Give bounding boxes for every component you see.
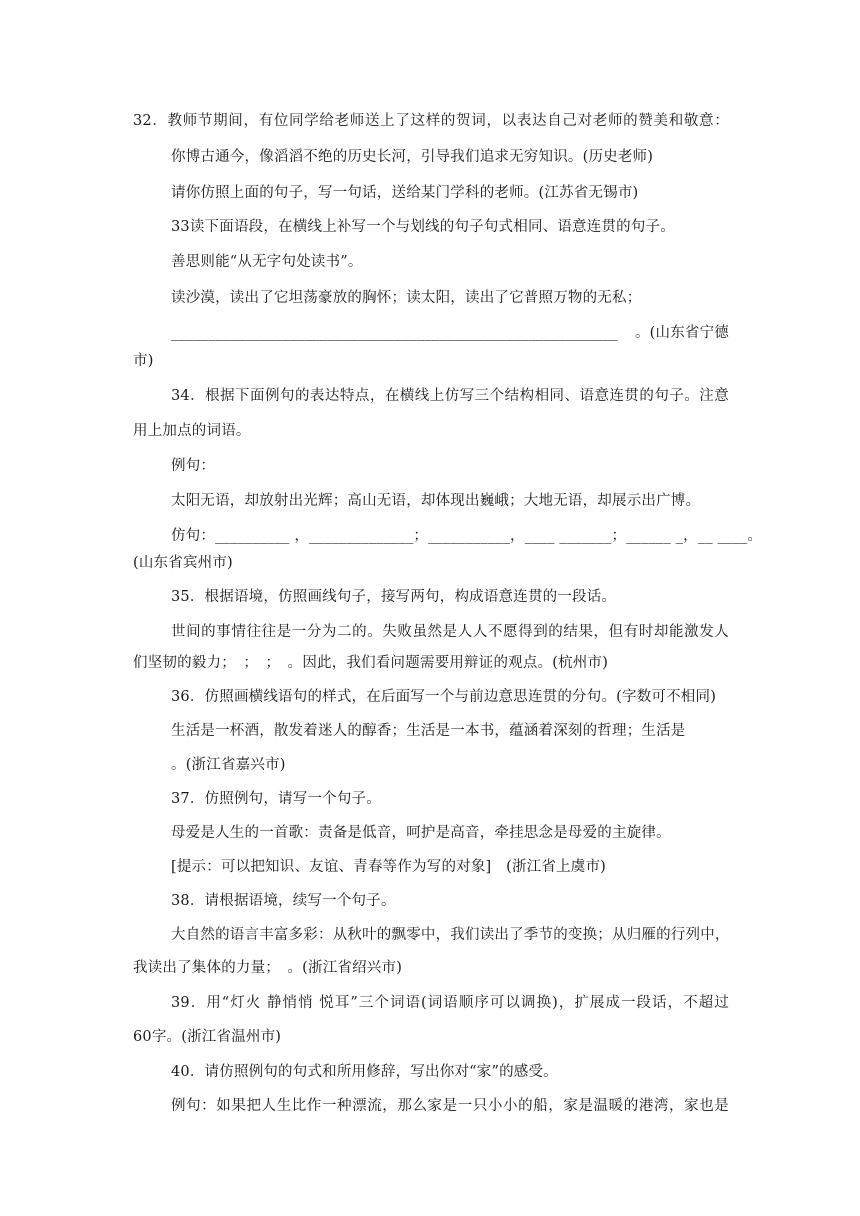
q35-line-1	[0, 582, 860, 612]
text-line: 34．根据下面例句的表达特点，在横线上仿写三个结构相同、语意连贯的句子。注意	[171, 388, 729, 404]
text-line: 40．请仿照例句的句式和所用修辞，写出你对“家”的感受。	[171, 1064, 558, 1080]
q40-line-1	[0, 1057, 860, 1087]
q38-passage-2	[0, 953, 860, 983]
source-note: 。(山东省宁德	[634, 325, 729, 341]
text-line: 市)	[133, 353, 154, 369]
text-line: 世间的事情往往是一分为二的。失败虽然是人人不愿得到的结果，但有时却能激发人	[171, 624, 729, 640]
text-line: 38．请根据语境，续写一个句子。	[171, 893, 396, 909]
q35-passage-2	[0, 648, 860, 678]
text-line: 36．仿照画横线语句的样式，在后面写一个与前边意思连贯的分句。(字数可不相同)	[171, 689, 717, 705]
q38-line-1	[0, 886, 860, 916]
text-line: 们坚韧的毅力； ； ； 。因此，我们看问题需要用辩证的观点。(杭州市)	[133, 655, 609, 671]
text-line: 我读出了集体的力量； 。(浙江省绍兴市)	[133, 960, 403, 976]
q32-instruction	[0, 178, 860, 208]
text-line: 。(浙江省嘉兴市)	[171, 757, 286, 773]
text-line: (山东省宾州市)	[133, 555, 233, 571]
text-line: 例句：如果把人生比作一种漂流，那么家是一只小小的船，家是温暖的港湾，家也是	[171, 1098, 729, 1114]
q32-example	[0, 142, 860, 172]
text-line: 生活是一杯酒，散发着迷人的醇香；生活是一本书，蕴涵着深刻的哲理；生活是	[171, 723, 686, 739]
text-line: 仿句：__________ ，______________；___________，____ _______；______ _，__ ____。	[171, 528, 763, 544]
q34-example-label	[0, 451, 860, 481]
q33-quote	[0, 247, 860, 277]
q37-line-1	[0, 784, 860, 814]
text-line: 用上加点的词语。	[133, 423, 251, 439]
q36-line-1	[0, 682, 860, 712]
text-line: 37．仿照例句，请写一个句子。	[171, 791, 381, 807]
text-line: 太阳无语，却放射出光辉；高山无语，却体现出巍峨；大地无语，却展示出广博。	[171, 493, 701, 509]
q36-source	[0, 750, 860, 780]
q33-answer-line	[0, 318, 860, 348]
text-line: 39．用“灯火 静悄悄 悦耳”三个词语(词语顺序可以调换)，扩展成一段话，不超过	[171, 995, 729, 1011]
q32-line-1	[0, 106, 860, 136]
text-line: 母爱是人生的一首歌：责备是低音，呵护是高音，牵挂思念是母爱的主旋律。	[171, 825, 671, 841]
q34-example	[0, 486, 860, 516]
text-line: 读沙漠，读出了它坦荡豪放的胸怀；读太阳，读出了它普照万物的无私；	[171, 290, 642, 306]
text-line: 请你仿照上面的句子，写一句话，送给某门学科的老师。(江苏省无锡市)	[171, 185, 639, 201]
text-line: 大自然的语言丰富多彩：从秋叶的飘零中，我们读出了季节的变换；从归雁的行列中，	[171, 927, 730, 943]
q38-passage-1	[0, 920, 860, 950]
q33-passage	[0, 283, 860, 313]
text-line: 35．根据语境，仿照画线句子，接写两句，构成语意连贯的一段话。	[171, 589, 617, 605]
q39-line-1	[0, 988, 860, 1018]
text-line: [提示：可以把知识、友谊、青春等作为写的对象] (浙江省上虞市)	[171, 859, 607, 875]
q36-passage	[0, 716, 860, 746]
answer-blank: ____________________________________________________________	[171, 325, 618, 341]
q37-hint	[0, 852, 860, 882]
q33-source-cont	[0, 346, 860, 376]
q35-passage-1	[0, 617, 860, 647]
text-line: 32．教师节期间，有位同学给老师送上了这样的贺词，以表达自己对老师的赞美和敬意：	[133, 113, 729, 129]
text-line: 善思则能“从无字句处读书”。	[171, 254, 363, 270]
text-line: 33读下面语段，在横线上补写一个与划线的句子句式相同、语意连贯的句子。	[171, 219, 675, 235]
q34-line-1	[0, 381, 860, 411]
text-line: 你博古通今，像滔滔不绝的历史长河，引导我们追求无穷知识。(历史老师)	[171, 149, 654, 165]
text-line: 60字。(浙江省温州市)	[133, 1029, 282, 1045]
q33-line-1	[0, 212, 860, 242]
text-line: 例句：	[171, 458, 216, 474]
q34-line-2	[0, 416, 860, 446]
q37-example	[0, 818, 860, 848]
q34-source	[0, 548, 860, 578]
q34-imitation-blanks	[0, 521, 860, 551]
q39-line-2	[0, 1022, 860, 1052]
q40-example	[0, 1091, 860, 1121]
